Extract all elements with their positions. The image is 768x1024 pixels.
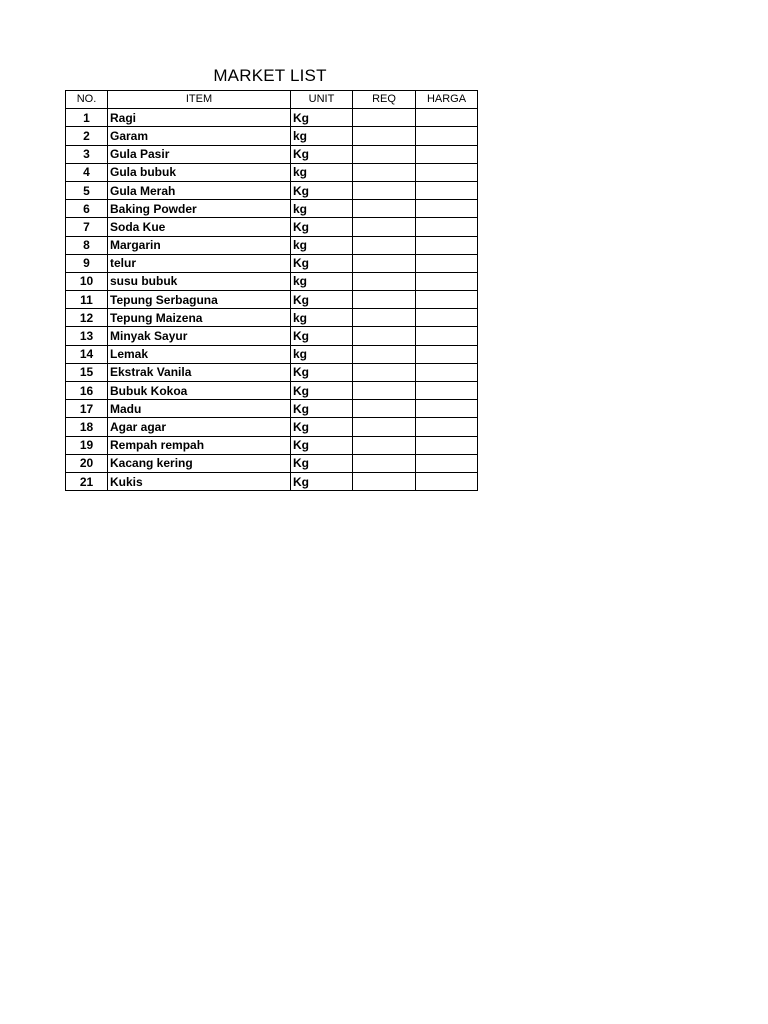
cell-no: 18 <box>66 418 108 436</box>
table-row <box>66 254 478 272</box>
cell-harga[interactable] <box>416 400 478 418</box>
cell-no: 13 <box>66 327 108 345</box>
cell-unit: Kg <box>291 472 353 490</box>
cell-item: Ekstrak Vanila <box>108 363 291 381</box>
cell-req[interactable] <box>353 291 416 309</box>
cell-unit: Kg <box>291 400 353 418</box>
cell-unit: kg <box>291 309 353 327</box>
cell-req[interactable] <box>353 254 416 272</box>
cell-item: Tepung Serbaguna <box>108 291 291 309</box>
cell-unit: Kg <box>291 145 353 163</box>
cell-unit: kg <box>291 345 353 363</box>
cell-req[interactable] <box>353 454 416 472</box>
cell-req[interactable] <box>353 327 416 345</box>
table-row <box>66 291 478 309</box>
cell-no: 14 <box>66 345 108 363</box>
cell-unit: kg <box>291 236 353 254</box>
cell-harga[interactable] <box>416 109 478 127</box>
cell-no: 3 <box>66 145 108 163</box>
cell-req[interactable] <box>353 109 416 127</box>
cell-harga[interactable] <box>416 454 478 472</box>
cell-unit: kg <box>291 127 353 145</box>
cell-no: 17 <box>66 400 108 418</box>
cell-unit: Kg <box>291 181 353 199</box>
cell-req[interactable] <box>353 218 416 236</box>
cell-harga[interactable] <box>416 218 478 236</box>
market-list-table <box>65 90 478 491</box>
cell-item: Soda Kue <box>108 218 291 236</box>
table-row <box>66 400 478 418</box>
column-header-harga: HARGA <box>416 91 478 109</box>
cell-harga[interactable] <box>416 363 478 381</box>
cell-unit: Kg <box>291 454 353 472</box>
cell-req[interactable] <box>353 163 416 181</box>
cell-item: Ragi <box>108 109 291 127</box>
table-row <box>66 382 478 400</box>
cell-item: Kacang kering <box>108 454 291 472</box>
cell-unit: Kg <box>291 382 353 400</box>
cell-unit: kg <box>291 163 353 181</box>
cell-req[interactable] <box>353 127 416 145</box>
cell-req[interactable] <box>353 309 416 327</box>
cell-no: 2 <box>66 127 108 145</box>
cell-item: Gula Pasir <box>108 145 291 163</box>
cell-harga[interactable] <box>416 436 478 454</box>
cell-unit: Kg <box>291 254 353 272</box>
table-row <box>66 127 478 145</box>
table-row <box>66 272 478 290</box>
cell-req[interactable] <box>353 418 416 436</box>
cell-item: Margarin <box>108 236 291 254</box>
cell-no: 5 <box>66 181 108 199</box>
table-row <box>66 309 478 327</box>
table-row <box>66 181 478 199</box>
cell-harga[interactable] <box>416 418 478 436</box>
cell-unit: Kg <box>291 363 353 381</box>
cell-req[interactable] <box>353 236 416 254</box>
cell-unit: kg <box>291 272 353 290</box>
cell-req[interactable] <box>353 272 416 290</box>
cell-item: Baking Powder <box>108 200 291 218</box>
column-header-no: NO. <box>66 91 108 109</box>
table-header-row <box>66 91 478 109</box>
column-header-req: REQ <box>353 91 416 109</box>
column-header-unit: UNIT <box>291 91 353 109</box>
cell-no: 19 <box>66 436 108 454</box>
cell-no: 1 <box>66 109 108 127</box>
cell-req[interactable] <box>353 382 416 400</box>
cell-no: 6 <box>66 200 108 218</box>
cell-no: 20 <box>66 454 108 472</box>
cell-no: 8 <box>66 236 108 254</box>
cell-item: Madu <box>108 400 291 418</box>
cell-harga[interactable] <box>416 345 478 363</box>
table-row <box>66 145 478 163</box>
cell-item: Tepung Maizena <box>108 309 291 327</box>
cell-unit: Kg <box>291 109 353 127</box>
table-row <box>66 454 478 472</box>
cell-no: 15 <box>66 363 108 381</box>
cell-unit: Kg <box>291 291 353 309</box>
cell-req[interactable] <box>353 200 416 218</box>
cell-harga[interactable] <box>416 472 478 490</box>
cell-harga[interactable] <box>416 163 478 181</box>
cell-req[interactable] <box>353 345 416 363</box>
cell-item: Lemak <box>108 345 291 363</box>
cell-item: Garam <box>108 127 291 145</box>
cell-harga[interactable] <box>416 145 478 163</box>
column-header-item: ITEM <box>108 91 291 109</box>
cell-no: 7 <box>66 218 108 236</box>
table-body <box>66 109 478 491</box>
cell-unit: Kg <box>291 436 353 454</box>
cell-no: 21 <box>66 472 108 490</box>
cell-harga[interactable] <box>416 272 478 290</box>
cell-harga[interactable] <box>416 200 478 218</box>
table-row <box>66 436 478 454</box>
table-row <box>66 418 478 436</box>
cell-harga[interactable] <box>416 327 478 345</box>
cell-unit: kg <box>291 200 353 218</box>
cell-item: Agar agar <box>108 418 291 436</box>
cell-item: telur <box>108 254 291 272</box>
cell-no: 16 <box>66 382 108 400</box>
cell-item: Gula Merah <box>108 181 291 199</box>
cell-item: Kukis <box>108 472 291 490</box>
cell-item: Minyak Sayur <box>108 327 291 345</box>
table-row <box>66 163 478 181</box>
table-row <box>66 218 478 236</box>
table-row <box>66 236 478 254</box>
table-row <box>66 345 478 363</box>
cell-harga[interactable] <box>416 291 478 309</box>
cell-no: 4 <box>66 163 108 181</box>
table-row <box>66 472 478 490</box>
cell-unit: Kg <box>291 218 353 236</box>
cell-harga[interactable] <box>416 181 478 199</box>
page-title: MARKET LIST <box>213 66 327 85</box>
cell-no: 11 <box>66 291 108 309</box>
cell-req[interactable] <box>353 363 416 381</box>
cell-no: 12 <box>66 309 108 327</box>
cell-item: Gula bubuk <box>108 163 291 181</box>
cell-harga[interactable] <box>416 127 478 145</box>
cell-harga[interactable] <box>416 382 478 400</box>
cell-req[interactable] <box>353 181 416 199</box>
cell-harga[interactable] <box>416 236 478 254</box>
table-row <box>66 327 478 345</box>
cell-harga[interactable] <box>416 309 478 327</box>
table-row <box>66 109 478 127</box>
cell-no: 10 <box>66 272 108 290</box>
cell-unit: Kg <box>291 327 353 345</box>
cell-req[interactable] <box>353 436 416 454</box>
cell-item: Bubuk Kokoa <box>108 382 291 400</box>
cell-item: Rempah rempah <box>108 436 291 454</box>
table-row <box>66 363 478 381</box>
cell-item: susu bubuk <box>108 272 291 290</box>
cell-no: 9 <box>66 254 108 272</box>
cell-req[interactable] <box>353 400 416 418</box>
cell-harga[interactable] <box>416 254 478 272</box>
cell-req[interactable] <box>353 472 416 490</box>
table-row <box>66 200 478 218</box>
cell-unit: Kg <box>291 418 353 436</box>
cell-req[interactable] <box>353 145 416 163</box>
